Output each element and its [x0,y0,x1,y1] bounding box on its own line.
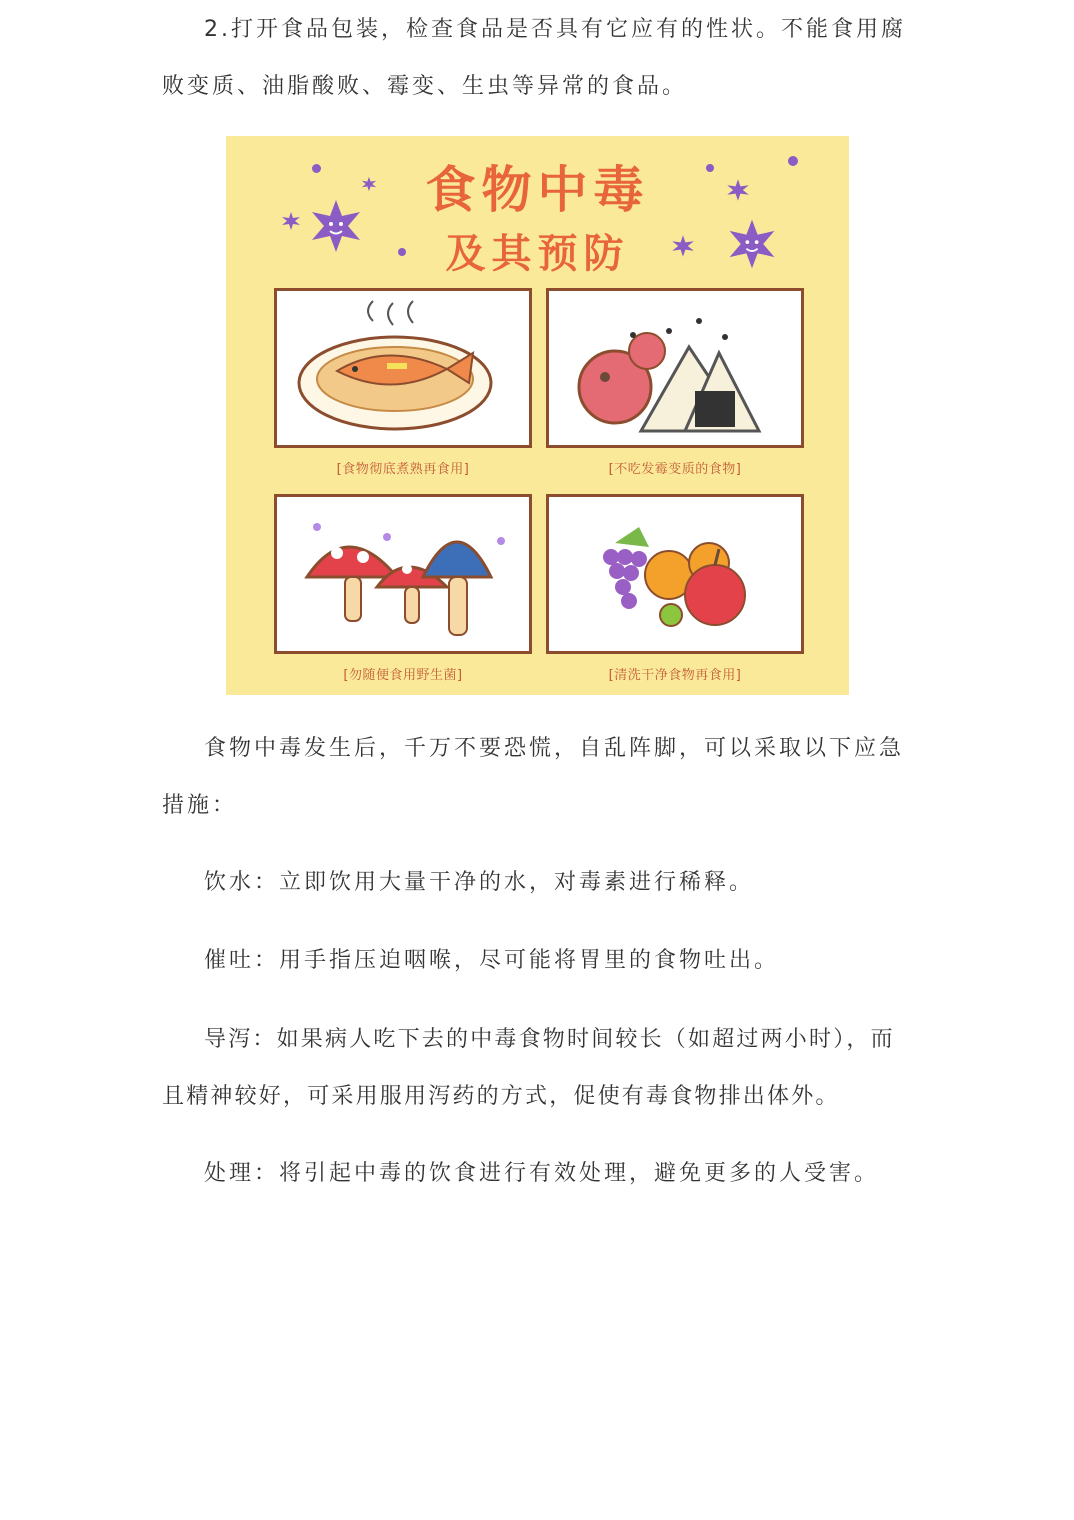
caption-cooked: [食物彻底煮熟再食用] [336,462,470,477]
paragraph-laxative: 导泻：如果病人吃下去的中毒食物时间较长（如超过两小时），而且精神较好，可采用服用泻药的方式，促使有毒食物排出体外。 [162,1027,895,1109]
caption-mushroom: [勿随便食用野生菌] [343,668,463,683]
cooked-fish-icon [277,291,529,445]
caption-moldy: [不吃发霉变质的食物] [608,462,742,477]
mushroom-icon [277,497,529,651]
food-poisoning-poster [226,136,849,695]
poster-title: 食物中毒 [425,161,650,219]
panel-clean-fruit [546,494,804,654]
paragraph-drink-water: 饮水：立即饮用大量干净的水，对毒素进行稀释。 [204,870,755,895]
panel-wild-mushroom [274,494,532,654]
panel-cooked-food [274,288,532,448]
paragraph-inspect-food: 2.打开食品包装，检查食品是否具有它应有的性状。不能食用腐败变质、油脂酸败、霉变、生虫等异常的食品。 [162,17,906,99]
caption-clean: [清洗干净食物再食用] [608,668,742,683]
paragraph-handle-food: 处理：将引起中毒的饮食进行有效处理，避免更多的人受害。 [204,1161,880,1186]
fruit-icon [549,497,801,651]
moldy-food-icon [549,291,801,445]
poster-subtitle: 及其预防 [445,231,630,277]
paragraph-induce-vomiting: 催吐：用手指压迫咽喉，尽可能将胃里的食物吐出。 [204,948,780,973]
panel-moldy-food [546,288,804,448]
paragraph-emergency-intro: 食物中毒发生后，千万不要恐慌，自乱阵脚，可以采取以下应急措施： [162,736,905,818]
